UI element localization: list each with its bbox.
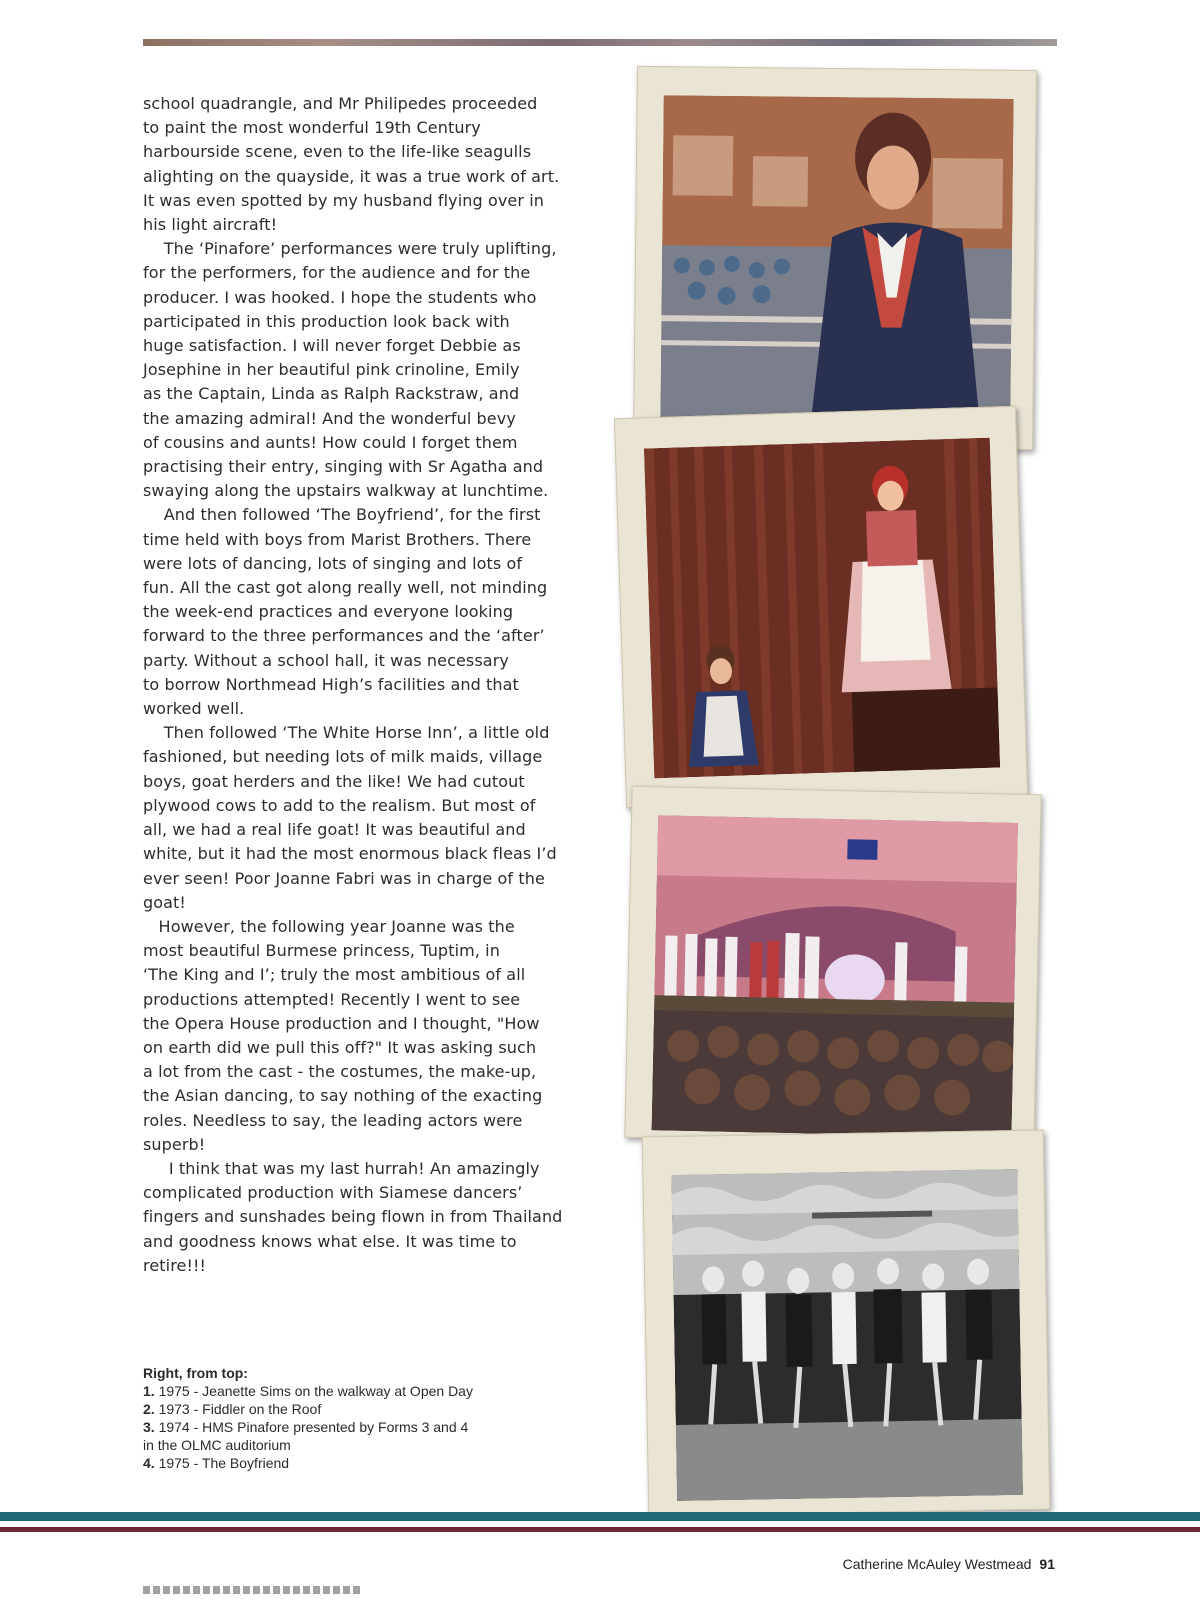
body-text-line: productions attempted! Recently I went to see xyxy=(143,989,521,1009)
article-body-text xyxy=(143,92,583,1278)
caption-heading: Right, from top: xyxy=(143,1365,248,1381)
body-text-line: worked well. xyxy=(143,699,245,719)
body-text-line: as the Captain, Linda as Ralph Rackstraw, and xyxy=(143,384,520,404)
maroon-stripe xyxy=(0,1527,1200,1532)
body-text-line: fashioned, but needing lots of milk maids, village xyxy=(143,747,543,767)
body-text-line: complicated production with Siamese dancers’ xyxy=(143,1183,523,1203)
footer-stripes xyxy=(0,1512,1200,1538)
body-text-line: fun. All the cast got along really well, not minding xyxy=(143,578,548,598)
body-text-line: boys, goat herders and the like! We had cutout xyxy=(143,771,525,791)
photo-3-image xyxy=(652,815,1019,1137)
photo-4-image xyxy=(671,1169,1023,1501)
body-text-line: school quadrangle, and Mr Philipedes proceeded xyxy=(143,94,538,113)
body-text-line: huge satisfaction. I will never forget Debbie as xyxy=(143,336,521,356)
body-text-line: goat! xyxy=(143,892,186,912)
body-text-line: producer. I was hooked. I hope the students who xyxy=(143,287,537,307)
bleed-through-text xyxy=(143,1586,363,1594)
body-text-line: on earth did we pull this off?" It was asking such xyxy=(143,1037,537,1057)
body-text-line: and goodness knows what else. It was time to xyxy=(143,1231,517,1251)
photo-4-the-boyfriend xyxy=(642,1130,1051,1517)
body-text-line: plywood cows to add to the realism. But most of xyxy=(143,795,536,815)
photo-3-hms-pinafore xyxy=(624,786,1041,1147)
body-text-line: the Opera House production and I thought, "How xyxy=(143,1013,540,1033)
photo-1-image xyxy=(660,95,1013,429)
body-text-line: ‘The King and I’; truly the most ambitious of all xyxy=(143,965,526,985)
body-text-line: It was even spotted by my husband flying over in xyxy=(143,190,545,210)
body-text-line: Then followed ‘The White Horse Inn’, a little old xyxy=(143,723,550,743)
body-text-line: party. Without a school hall, it was necessary xyxy=(143,650,509,670)
body-text-line: And then followed ‘The Boyfriend’, for the first xyxy=(143,505,541,525)
page-footer xyxy=(843,1556,1055,1572)
body-text-line: to borrow Northmead High’s facilities and that xyxy=(143,674,519,694)
body-text-line: Josephine in her beautiful pink crinoline, Emily xyxy=(143,360,520,380)
body-text-line: participated in this production look back with xyxy=(143,311,510,331)
caption-item-1: 1. 1975 - Jeanette Sims on the walkway at Open Day xyxy=(143,1383,473,1399)
body-text-line: time held with boys from Marist Brothers. There xyxy=(143,529,532,549)
body-text-line: swaying along the upstairs walkway at lunchtime. xyxy=(143,481,549,501)
body-text-line: the week-end practices and everyone looking xyxy=(143,602,514,622)
body-text-line: ever seen! Poor Joanne Fabri was in charge of the xyxy=(143,868,545,888)
body-text-line: The ‘Pinafore’ performances were truly uplifting, xyxy=(143,239,557,259)
footer-publication-title: Catherine McAuley Westmead xyxy=(842,1556,1032,1572)
photo-caption xyxy=(143,1364,543,1472)
photo-2-image xyxy=(644,438,1000,779)
body-text-line: the Asian dancing, to say nothing of the exacting xyxy=(143,1086,543,1106)
body-text-line: of cousins and aunts! How could I forget them xyxy=(143,432,518,452)
page-number: 91 xyxy=(1039,1556,1055,1572)
teal-stripe xyxy=(0,1512,1200,1521)
caption-item-4: 4. 1975 - The Boyfriend xyxy=(143,1455,290,1471)
photo-2-fiddler-on-the-roof xyxy=(614,406,1028,808)
body-text-line: superb! xyxy=(143,1134,206,1154)
body-text-line: the amazing admiral! And the wonderful bevy xyxy=(143,408,516,428)
body-text-line: all, we had a real life goat! It was beautiful and xyxy=(143,820,526,840)
body-text-line: alighting on the quayside, it was a true work of art. xyxy=(143,166,560,186)
body-text-line: practising their entry, singing with Sr Agatha and xyxy=(143,457,544,477)
caption-item-2: 2. 1973 - Fiddler on the Roof xyxy=(143,1401,322,1417)
body-text-line: retire!!! xyxy=(143,1255,207,1275)
body-text-line: to paint the most wonderful 19th Century xyxy=(143,118,481,138)
body-text-line: white, but it had the most enormous black fleas I’d xyxy=(143,844,557,864)
top-decorative-band xyxy=(143,39,1057,46)
body-text-line: for the performers, for the audience and for the xyxy=(143,263,531,283)
body-text-line: were lots of dancing, lots of singing and lots of xyxy=(143,553,523,573)
body-text-line: However, the following year Joanne was the xyxy=(143,916,515,936)
body-text-line: a lot from the cast - the costumes, the make-up, xyxy=(143,1062,537,1082)
photo-1-walkway xyxy=(633,66,1037,450)
body-text-line: most beautiful Burmese princess, Tuptim, in xyxy=(143,941,500,961)
body-text-line: harbourside scene, even to the life-like seagulls xyxy=(143,142,532,162)
body-text-line: his light aircraft! xyxy=(143,215,278,235)
body-text-line: fingers and sunshades being flown in from Thailand xyxy=(143,1207,563,1227)
caption-item-3-continued: in the OLMC auditorium xyxy=(143,1437,291,1453)
caption-item-3: 3. 1974 - HMS Pinafore presented by Forms 3 and 4 xyxy=(143,1419,469,1435)
body-text-line: I think that was my last hurrah! An amazingly xyxy=(143,1158,540,1178)
body-text-line: forward to the three performances and the ‘after’ xyxy=(143,626,545,646)
body-text-line: roles. Needless to say, the leading actors were xyxy=(143,1110,523,1130)
